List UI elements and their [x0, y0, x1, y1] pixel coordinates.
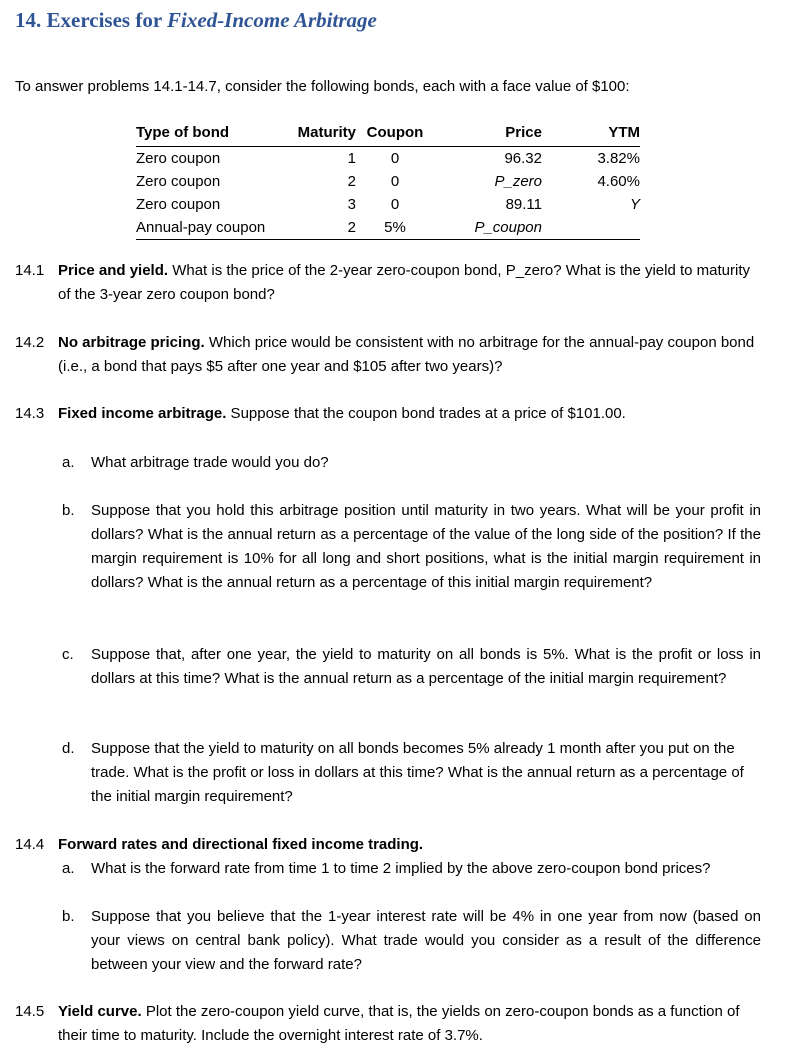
problem-number: 14.5 — [15, 1003, 45, 1020]
title-number: 14. Exercises for — [15, 8, 168, 32]
cell-coupon: 0 — [390, 150, 400, 167]
cell-maturity: 2 — [286, 216, 356, 240]
sub-text: Suppose that you believe that the 1-year interest rate will be 4% in one year from now (based on your views on central bank policy). What trade would you consider as a result of the difference between your view and the forward rate? — [91, 908, 761, 973]
cell-type: Annual-pay coupon — [136, 216, 286, 240]
sub-text: What arbitrage trade would you do? — [91, 454, 329, 471]
problem-number: 14.4 — [15, 836, 45, 853]
sub-letter: b. — [62, 502, 75, 519]
cell-maturity: 1 — [347, 150, 356, 167]
cell-coupon: 0 — [390, 173, 400, 190]
table-row — [136, 216, 640, 240]
sub-letter: d. — [62, 740, 75, 757]
cell-type: Zero coupon — [136, 173, 221, 190]
cell-coupon: 0 — [390, 196, 400, 213]
problem-heading: Fixed income arbitrage. — [58, 405, 227, 422]
header-type: Type of bond — [136, 122, 286, 147]
problem-question: What is the price of the 2-year zero-coupon bond, P_zero? What is the yield to maturity of the 3-year zero coupon bond? — [58, 262, 750, 303]
problem-question: Which price would be consistent with no arbitrage for the annual-pay coupon bond (i.e., a bond that pays $5 after one year and $105 after two years)? — [58, 334, 755, 375]
problem-14-5 — [15, 1000, 758, 1048]
title-italic: Fixed-Income Arbitrage — [167, 8, 377, 32]
header-coupon: Coupon — [356, 122, 434, 147]
cell-price: P_zero — [494, 173, 542, 190]
cell-coupon: 5% — [356, 216, 434, 240]
cell-price: P_coupon — [434, 216, 542, 240]
cell-price: 89.11 — [505, 196, 542, 213]
cell-type: Zero coupon — [136, 150, 221, 167]
cell-ytm: 4.60% — [597, 173, 640, 190]
header-maturity: Maturity — [286, 122, 356, 147]
bond-table — [136, 122, 640, 240]
problem-text — [58, 1000, 758, 1048]
problem-text — [58, 331, 758, 379]
problem-text — [58, 833, 758, 857]
sub-letter: b. — [62, 908, 75, 925]
problem-14-1 — [15, 259, 758, 307]
table-row — [136, 170, 640, 193]
sub-letter: a. — [62, 860, 75, 877]
cell-price: 96.32 — [504, 150, 542, 167]
problem-number: 14.1 — [15, 262, 45, 279]
table-header-row — [136, 122, 640, 147]
cell-ytm: Y — [629, 196, 640, 213]
problem-heading: Price and yield. — [58, 262, 169, 279]
sub-question-14-3-b — [62, 499, 761, 595]
cell-ytm — [542, 216, 640, 240]
table-row — [136, 193, 640, 216]
page-title — [15, 8, 377, 33]
sub-letter: a. — [62, 454, 75, 471]
sub-text: Suppose that the yield to maturity on all bonds becomes 5% already 1 month after you put on the trade. What is the profit or loss in dollars at this time? What is the annual return as a percentage of the initial margin requirement? — [91, 740, 744, 805]
cell-ytm: 3.82% — [597, 150, 640, 167]
problem-heading: Forward rates and directional fixed income trading. — [58, 836, 424, 853]
sub-question-14-4-a — [62, 857, 761, 881]
cell-maturity: 2 — [347, 173, 356, 190]
problem-heading: Yield curve. — [58, 1003, 142, 1020]
problem-14-3 — [15, 402, 758, 426]
header-ytm: YTM — [542, 122, 640, 147]
problem-text — [58, 402, 758, 426]
sub-text: Suppose that you hold this arbitrage position until maturity in two years. What will be your profit in dollars? What is the annual return as a percentage of the value of the long side of the position? If the margin requirement is 10% for all long and short positions, what is the initial margin requirement in dollars? What is the annual return as a percentage of this initial margin requirement? — [91, 502, 761, 591]
sub-question-14-3-a — [62, 451, 761, 475]
problem-14-2 — [15, 331, 758, 379]
problem-heading: No arbitrage pricing. — [58, 334, 205, 351]
cell-type: Zero coupon — [136, 196, 221, 213]
header-price: Price — [434, 122, 542, 147]
cell-maturity: 3 — [347, 196, 356, 213]
problem-number: 14.2 — [15, 334, 45, 351]
sub-letter: c. — [62, 646, 74, 663]
problem-question: Plot the zero-coupon yield curve, that is, the yields on zero-coupon bonds as a function of their time to maturity. Include the overnight interest rate of 3.7%. — [58, 1003, 740, 1044]
problem-14-4 — [15, 833, 758, 857]
table-row — [136, 147, 640, 171]
problem-number: 14.3 — [15, 405, 45, 422]
problem-text — [58, 259, 758, 307]
sub-question-14-3-d — [62, 737, 761, 809]
intro-text: To answer problems 14.1-14.7, consider the following bonds, each with a face value of $100: — [15, 78, 630, 95]
problem-question: Suppose that the coupon bond trades at a price of $101.00. — [226, 405, 626, 422]
sub-question-14-3-c — [62, 643, 761, 691]
sub-question-14-4-b — [62, 905, 761, 977]
sub-text: Suppose that, after one year, the yield to maturity on all bonds is 5%. What is the profit or loss in dollars at this time? What is the annual return as a percentage of the initial margin requirement? — [91, 646, 761, 687]
sub-text: What is the forward rate from time 1 to time 2 implied by the above zero-coupon bond prices? — [91, 860, 711, 877]
